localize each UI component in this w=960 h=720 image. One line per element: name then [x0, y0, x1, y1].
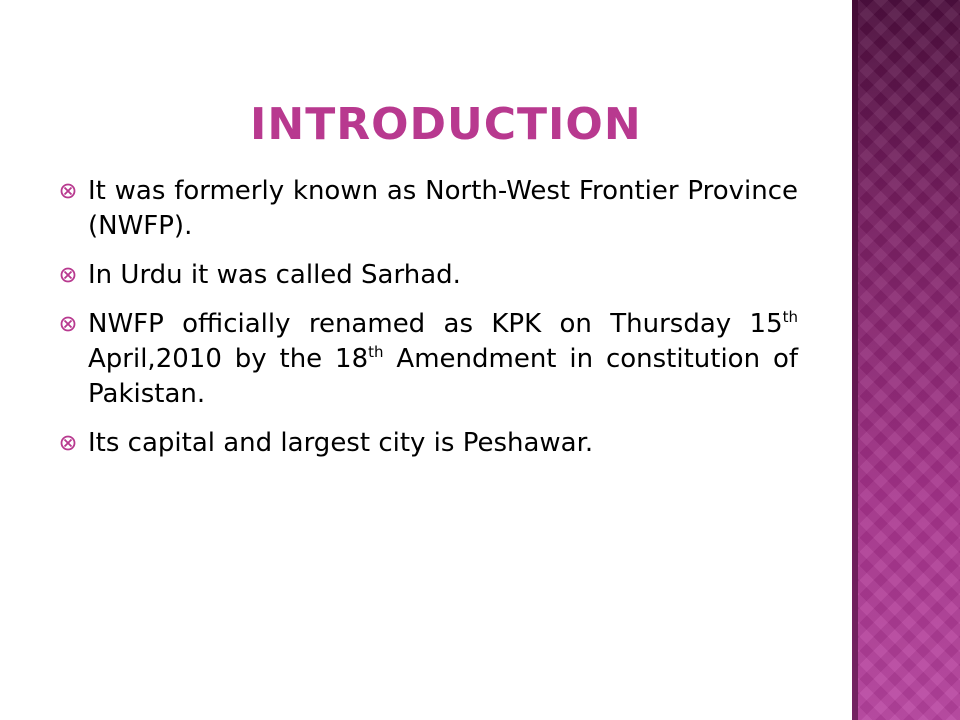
- bullet-item: [60, 426, 798, 461]
- bullet-item: [60, 174, 798, 244]
- slide-title: INTRODUCTION: [250, 99, 642, 150]
- circled-cross-icon: [60, 267, 76, 283]
- circled-cross-icon: [60, 435, 76, 451]
- bullet-text-part: April,2010 by the 18: [88, 344, 369, 374]
- bullet-item: [60, 258, 798, 293]
- circled-cross-icon: [60, 183, 76, 199]
- bullet-text: In Urdu it was called Sarhad.: [88, 260, 461, 290]
- circled-cross-icon: [60, 316, 76, 332]
- bullet-item: [60, 307, 798, 412]
- bullet-list: [60, 174, 798, 475]
- bullet-text: It was formerly known as North-West Frontier Province (NWFP).: [88, 176, 798, 241]
- sidebar-texture: [858, 0, 960, 720]
- bullet-text-part: NWFP officially renamed as KPK on Thursday 15: [88, 309, 783, 339]
- bullet-text-part: Amendment in constitution of Pakistan.: [88, 344, 799, 409]
- bullet-text: Its capital and largest city is Peshawar.: [88, 428, 594, 458]
- ordinal-suffix: th: [782, 308, 798, 326]
- ordinal-suffix: th: [368, 343, 384, 361]
